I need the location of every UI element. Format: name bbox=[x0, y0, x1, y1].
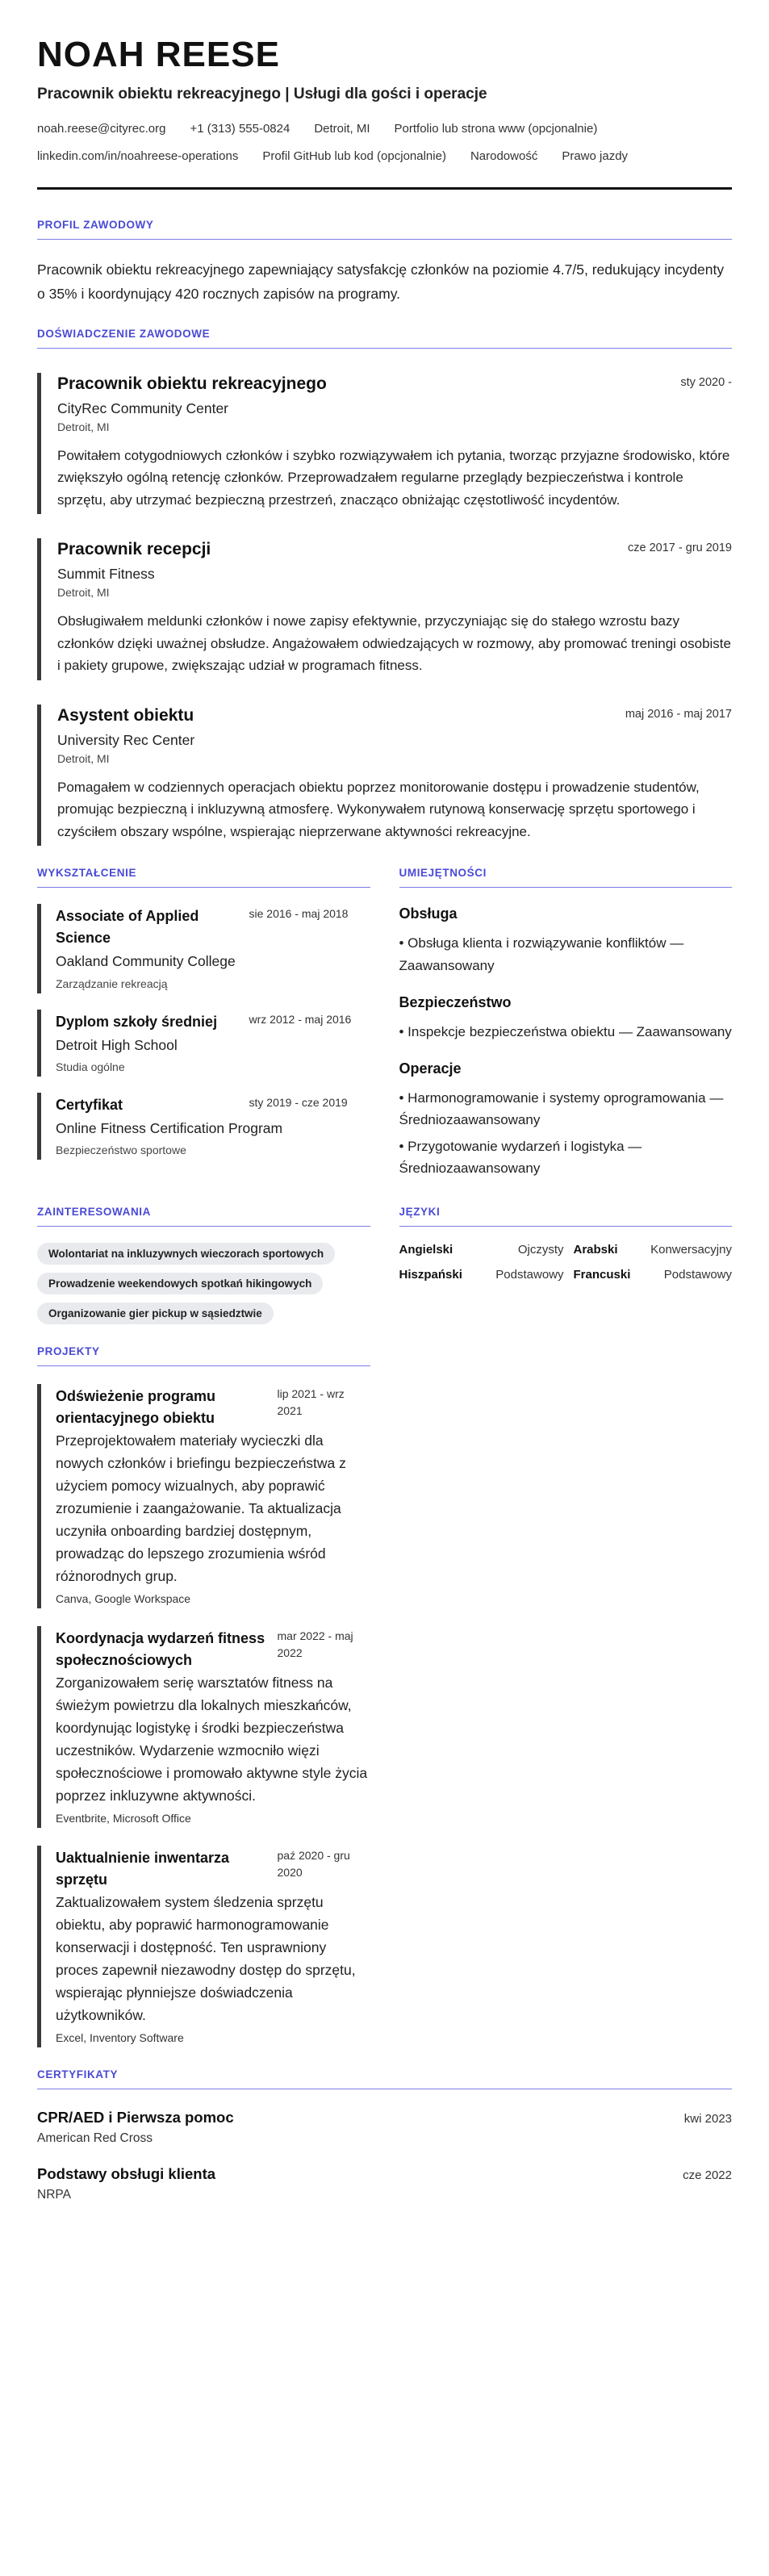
project-entry bbox=[37, 1846, 370, 2047]
edu-school: Oakland Community College bbox=[56, 953, 236, 970]
cert-issuer: NRPA bbox=[37, 2187, 71, 2202]
skill-category: Bezpieczeństwo bbox=[399, 993, 512, 1010]
edu-degree: Certyfikat bbox=[56, 1096, 123, 1113]
cert-issuer: American Red Cross bbox=[37, 2131, 153, 2145]
interest-tag: Organizowanie gier pickup w sąsiedztwie bbox=[37, 1303, 274, 1324]
interest-tag: Wolontariat na inkluzywnych wieczorach sportowych bbox=[37, 1243, 335, 1265]
skill-item: • Harmonogramowanie i systemy oprogramowania — Średniozaawansowany bbox=[399, 1089, 724, 1128]
language-grid bbox=[399, 1243, 733, 1282]
education-entry bbox=[37, 1010, 370, 1077]
project-date: mar 2022 - maj 2022 bbox=[277, 1629, 353, 1660]
project-tools: Excel, Inventory Software bbox=[56, 2030, 184, 2044]
candidate-name: NOAH REESE bbox=[37, 35, 280, 74]
language-name: Francuski bbox=[573, 1267, 631, 1282]
cert-date: kwi 2023 bbox=[683, 2111, 732, 2126]
portfolio-link[interactable]: Portfolio lub strona www (opcjonalnie) bbox=[394, 122, 598, 136]
section-title: PROFIL ZAWODOWY bbox=[37, 219, 732, 240]
skill-item: • Przygotowanie wydarzeń i logistyka — Średniozaawansowany bbox=[399, 1139, 642, 1177]
section-title: JĘZYKI bbox=[399, 1206, 733, 1227]
job-company: University Rec Center bbox=[57, 731, 195, 748]
project-description: Zorganizowałem serię warsztatów fitness na świeżym powietrzu dla lokalnych mieszkańców, koordynując logistykę i środki bezpieczeństwa uczestników. Wydarzenie wzmocniło więzi społecznościowe i promowało aktywne style życia poprzez inkluzywne aktywności. bbox=[56, 1674, 368, 1804]
project-title: Odświeżenie programu orientacyjnego obiektu bbox=[56, 1387, 216, 1426]
skills-section bbox=[399, 867, 733, 1184]
project-date: paź 2020 - gru 2020 bbox=[277, 1848, 350, 1880]
certification-entry bbox=[37, 2109, 732, 2146]
contact-list bbox=[37, 119, 732, 166]
certifications-section bbox=[37, 2068, 732, 2202]
interest-tags bbox=[37, 1243, 370, 1324]
edu-date: sty 2019 - cze 2019 bbox=[249, 1095, 348, 1109]
job-company: Summit Fitness bbox=[57, 566, 155, 583]
skill-category: Obsługa bbox=[399, 905, 458, 922]
section-title: DOŚWIADCZENIE ZAWODOWE bbox=[37, 328, 732, 349]
job-location: Detroit, MI bbox=[57, 586, 110, 600]
job-entry bbox=[37, 705, 732, 847]
language-level: Podstawowy bbox=[663, 1267, 732, 1282]
skill-item: • Obsługa klienta i rozwiązywanie konfliktów — Zaawansowany bbox=[399, 935, 684, 973]
job-title: Pracownik recepcji bbox=[57, 540, 211, 559]
job-description: Obsługiwałem meldunki członków i nowe zapisy efektywnie, przyczyniając się do stałego wzrostu bazy członków dzięki uważnej obsłudze. Angażowałem odwiedzających w rozmowy, aby promować treningi osobiste i pakiety grupowe, zwiększając udział w programach fitness. bbox=[57, 613, 731, 674]
education-section bbox=[37, 867, 370, 1160]
project-description: Przeprojektowałem materiały wycieczki dla nowych członków i briefingu bezpieczeństwa z użyciem pomocy wizualnych, aby poprawić zrozumienie i zaangażowanie. Ta aktualizacja uczyniła onboarding bardziej dostępnym, prowadząc do lepszego zrozumienia wśród różnorodnych grup. bbox=[56, 1432, 346, 1584]
job-title: Pracownik obiektu rekreacyjnego bbox=[57, 374, 327, 393]
cert-date: cze 2022 bbox=[683, 2168, 732, 2182]
certification-entry bbox=[37, 2165, 732, 2202]
edu-field: Zarządzanie rekreacją bbox=[56, 976, 168, 990]
edu-date: sie 2016 - maj 2018 bbox=[249, 907, 349, 921]
header-divider bbox=[37, 187, 732, 190]
education-entry bbox=[37, 904, 370, 993]
linkedin-link[interactable]: linkedin.com/in/noahreese-operations bbox=[37, 149, 239, 164]
project-title: Uaktualnienie inwentarza sprzętu bbox=[56, 1849, 230, 1888]
job-entry bbox=[37, 373, 732, 515]
language-name: Arabski bbox=[573, 1242, 618, 1257]
cert-name: CPR/AED i Pierwsza pomoc bbox=[37, 2108, 234, 2126]
cert-name: Podstawy obsługi klienta bbox=[37, 2164, 216, 2182]
language-level: Podstawowy bbox=[495, 1267, 564, 1282]
project-entry bbox=[37, 1626, 370, 1828]
edu-field: Studia ogólne bbox=[56, 1060, 125, 1073]
email-link[interactable]: noah.reese@cityrec.org bbox=[37, 122, 166, 136]
project-date: lip 2021 - wrz 2021 bbox=[277, 1386, 345, 1418]
education-skills-row bbox=[37, 867, 732, 1184]
edu-field: Bezpieczeństwo sportowe bbox=[56, 1144, 186, 1157]
interest-tag: Prowadzenie weekendowych spotkań hikingowych bbox=[37, 1273, 323, 1294]
nationality: Narodowość bbox=[470, 149, 538, 164]
edu-degree: Associate of Applied Science bbox=[56, 908, 199, 947]
section-title: UMIEJĘTNOŚCI bbox=[399, 867, 733, 888]
edu-degree: Dyplom szkoły średniej bbox=[56, 1013, 218, 1030]
job-date: maj 2016 - maj 2017 bbox=[625, 707, 732, 721]
project-entry bbox=[37, 1384, 370, 1608]
project-title: Koordynacja wydarzeń fitness społecznościowych bbox=[56, 1629, 265, 1668]
project-description: Zaktualizowałem system śledzenia sprzętu obiektu, aby poprawić harmonogramowanie konserwacji i dostępność. Ten usprawniony proces zapewnił niezawodny dostęp do sprzętu, wspierając płynniejsze doświadczenia użytkowników. bbox=[56, 1893, 356, 2023]
job-date: cze 2017 - gru 2019 bbox=[628, 542, 732, 555]
education-entry bbox=[37, 1093, 370, 1160]
project-tools: Canva, Google Workspace bbox=[56, 1591, 191, 1605]
section-title: CERTYFIKATY bbox=[37, 2068, 732, 2089]
job-date: sty 2020 - bbox=[680, 375, 732, 389]
job-title: Asystent obiektu bbox=[57, 705, 194, 725]
edu-date: wrz 2012 - maj 2016 bbox=[249, 1012, 352, 1026]
language-level: Ojczysty bbox=[517, 1242, 564, 1257]
language-level: Konwersacyjny bbox=[650, 1242, 732, 1257]
language-name: Angielski bbox=[399, 1242, 453, 1257]
phone-number[interactable]: +1 (313) 555-0824 bbox=[190, 122, 290, 136]
experience-section bbox=[37, 328, 732, 847]
job-description: Pomagałem w codziennych operacjach obiektu poprzez monitorowanie dostępu i prowadzenie studentów, promując bezpieczną i inkluzywną atmosferę. Wykonywałem rutynową konserwację sprzętu sportowego i czyściłem obszary wspólne, wspierając nieprzerwane aktywności rekreacyjne. bbox=[57, 779, 700, 839]
section-title: ZAINTERESOWANIA bbox=[37, 1206, 370, 1227]
project-tools: Eventbrite, Microsoft Office bbox=[56, 1811, 191, 1825]
projects-section bbox=[37, 1345, 370, 2047]
languages-section bbox=[399, 1206, 733, 1282]
skill-item: • Inspekcje bezpieczeństwa obiektu — Zaawansowany bbox=[399, 1023, 732, 1039]
driving-license: Prawo jazdy bbox=[562, 149, 629, 164]
edu-school: Detroit High School bbox=[56, 1036, 178, 1053]
interests-section bbox=[37, 1206, 370, 1324]
edu-school: Online Fitness Certification Program bbox=[56, 1119, 283, 1136]
job-company: CityRec Community Center bbox=[57, 399, 228, 416]
summary-text: Pracownik obiektu rekreacyjnego zapewniający satysfakcję członków na poziomie 4.7/5, redukujący incydenty o 35% i koordynujący 420 rocznych zapisów na programy. bbox=[37, 261, 725, 303]
language-name: Hiszpański bbox=[399, 1267, 462, 1282]
summary-section bbox=[37, 219, 732, 306]
location: Detroit, MI bbox=[314, 122, 370, 136]
headline: Pracownik obiektu rekreacyjnego | Usługi dla gości i operacje bbox=[37, 86, 487, 103]
github-link[interactable]: Profil GitHub lub kod (opcjonalnie) bbox=[262, 149, 446, 164]
section-title: WYKSZTAŁCENIE bbox=[37, 867, 370, 888]
job-entry bbox=[37, 538, 732, 680]
projects-row bbox=[37, 1345, 732, 2047]
section-title: PROJEKTY bbox=[37, 1345, 370, 1366]
skill-category: Operacje bbox=[399, 1060, 462, 1077]
job-location: Detroit, MI bbox=[57, 751, 110, 765]
job-description: Powitałem cotygodniowych członków i szybko rozwiązywałem ich pytania, tworząc przyjazne środowisko, które zwiększyło ogólną retencję członków. Przeprowadzałem regularne przeglądy bezpieczeństwa i kontrole sprzętu, aby utrzymać bezpieczną przestrzeń, znacząco obniżając częstotliwość incydentów. bbox=[57, 447, 730, 508]
job-location: Detroit, MI bbox=[57, 420, 110, 433]
interests-languages-row bbox=[37, 1206, 732, 1324]
